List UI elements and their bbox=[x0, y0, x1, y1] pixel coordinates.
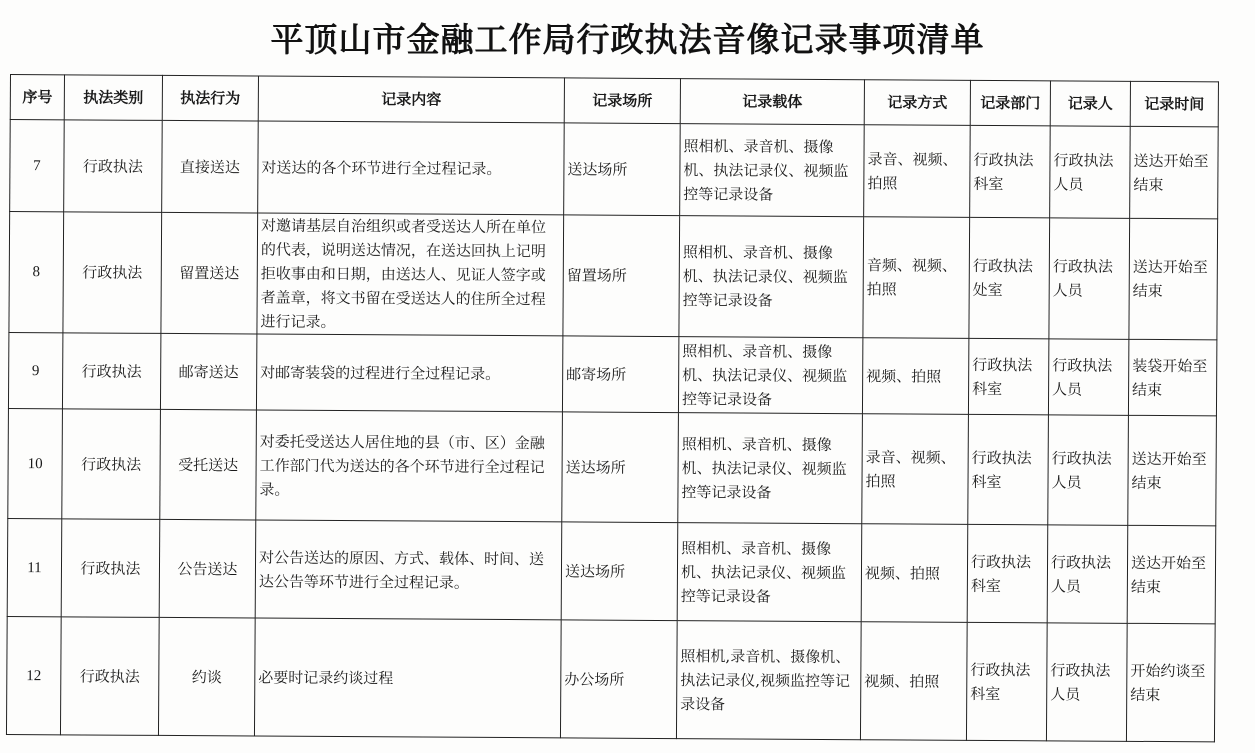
cell-seq: 8 bbox=[9, 212, 64, 333]
table-row bbox=[7, 518, 1216, 623]
cell-content: 必要时记录约谈过程 bbox=[254, 618, 561, 738]
cell-recorder: 行政执法人员 bbox=[1049, 218, 1130, 339]
cell-place: 送达场所 bbox=[562, 412, 679, 523]
cell-carrier: 照相机,录音机、摄像机、执法记录仪,视频监控等记录设备 bbox=[676, 621, 861, 740]
cell-department: 行政执法科室 bbox=[966, 622, 1047, 740]
column-header-category: 执法类别 bbox=[64, 75, 162, 121]
cell-place: 送达场所 bbox=[561, 522, 678, 621]
cell-category: 行政执法 bbox=[63, 212, 162, 334]
cell-department: 行政执法科室 bbox=[970, 125, 1051, 217]
cell-content: 对邀请基层自治组织或者受送达人所在单位的代表，说明送达情况，在送达回执上记明拒收事由和日期，由送达人、见证人签字或者盖章，将文书留在受送达人的住所全过程进行记录。 bbox=[257, 213, 564, 336]
cell-time: 装袋开始至结束 bbox=[1128, 339, 1216, 416]
cell-content: 对邮寄装袋的过程进行全过程记录。 bbox=[256, 334, 562, 412]
table-row bbox=[10, 120, 1219, 219]
cell-carrier: 照相机、录音机、摄像机、执法记录仪、视频监控等记录设备 bbox=[678, 413, 863, 524]
cell-recorder: 行政执法人员 bbox=[1046, 623, 1127, 741]
cell-department: 行政执法科室 bbox=[968, 338, 1048, 414]
cell-method: 录音、视频、拍照 bbox=[862, 414, 969, 525]
table-header-row bbox=[10, 75, 1218, 127]
cell-category: 行政执法 bbox=[64, 120, 163, 213]
cell-action: 受托送达 bbox=[160, 409, 257, 520]
cell-method: 音频、视频、拍照 bbox=[863, 217, 970, 339]
column-header-time: 记录时间 bbox=[1130, 81, 1218, 127]
cell-recorder: 行政执法人员 bbox=[1047, 525, 1128, 623]
document-title: 平顶山市金融工作局行政执法音像记录事项清单 bbox=[270, 20, 985, 59]
cell-method: 视频、拍照 bbox=[862, 338, 968, 415]
cell-place: 邮寄场所 bbox=[562, 336, 678, 413]
cell-carrier: 照相机、录音机、摄像机、执法记录仪、视频监控等记录设备 bbox=[679, 216, 864, 338]
cell-seq: 10 bbox=[8, 408, 63, 518]
cell-department: 行政执法科室 bbox=[967, 524, 1048, 622]
cell-seq: 12 bbox=[6, 616, 61, 734]
column-header-recorder: 记录人 bbox=[1050, 81, 1130, 126]
cell-category: 行政执法 bbox=[61, 519, 160, 618]
cell-action: 邮寄送达 bbox=[160, 333, 256, 410]
cell-category: 行政执法 bbox=[62, 333, 160, 410]
cell-time: 开始约谈至结束 bbox=[1126, 623, 1215, 742]
cell-recorder: 行政执法人员 bbox=[1048, 339, 1128, 415]
cell-carrier: 照相机、录音机、摄像机、执法记录仪、视频监控等记录设备 bbox=[677, 523, 862, 622]
table-row bbox=[8, 408, 1217, 525]
cell-action: 直接送达 bbox=[162, 120, 259, 213]
cell-category: 行政执法 bbox=[60, 617, 159, 736]
cell-method: 录音、视频、拍照 bbox=[864, 125, 971, 218]
cell-time: 送达开始至结束 bbox=[1130, 126, 1219, 219]
cell-action: 留置送达 bbox=[161, 212, 258, 334]
cell-carrier: 照相机、录音机、摄像机、执法记录仪、视频监控等记录设备 bbox=[680, 124, 865, 217]
cell-department: 行政执法科室 bbox=[968, 414, 1049, 524]
table-row bbox=[9, 212, 1218, 340]
cell-content: 对送达的各个环节进行全过程记录。 bbox=[258, 121, 565, 215]
column-header-content: 记录内容 bbox=[258, 76, 564, 123]
cell-method: 视频、拍照 bbox=[860, 622, 967, 741]
cell-seq: 9 bbox=[8, 332, 62, 408]
cell-time: 送达开始至结束 bbox=[1129, 218, 1218, 340]
table-row bbox=[8, 332, 1216, 415]
cell-category: 行政执法 bbox=[62, 409, 161, 520]
cell-method: 视频、拍照 bbox=[861, 524, 968, 623]
records-table bbox=[6, 74, 1219, 742]
cell-time: 送达开始至结束 bbox=[1127, 525, 1216, 624]
cell-action: 公告送达 bbox=[159, 519, 256, 618]
table-row bbox=[6, 616, 1215, 741]
cell-place: 送达场所 bbox=[564, 123, 681, 216]
column-header-place: 记录场所 bbox=[564, 78, 680, 124]
cell-content: 对公告送达的原因、方式、载体、时间、送达公告等环节进行全过程记录。 bbox=[255, 520, 562, 620]
cell-time: 送达开始至结束 bbox=[1128, 415, 1217, 526]
column-header-seq: 序号 bbox=[10, 75, 64, 120]
cell-content: 对委托受送达人居住地的县（市、区）金融工作部门代为送达的各个环节进行全过程记录。 bbox=[256, 410, 563, 522]
column-header-method: 记录方式 bbox=[864, 80, 970, 126]
cell-place: 留置场所 bbox=[563, 215, 680, 337]
cell-carrier: 照相机、录音机、摄像机、执法记录仪、视频监控等记录设备 bbox=[678, 337, 862, 414]
cell-seq: 7 bbox=[10, 120, 65, 212]
cell-action: 约谈 bbox=[158, 617, 255, 736]
column-header-carrier: 记录载体 bbox=[680, 79, 864, 125]
column-header-department: 记录部门 bbox=[970, 80, 1050, 125]
cell-seq: 11 bbox=[7, 518, 62, 616]
cell-recorder: 行政执法人员 bbox=[1050, 126, 1131, 218]
column-header-action: 执法行为 bbox=[162, 75, 258, 121]
cell-department: 行政执法处室 bbox=[969, 217, 1050, 338]
cell-recorder: 行政执法人员 bbox=[1048, 415, 1129, 525]
cell-place: 办公场所 bbox=[560, 620, 677, 739]
